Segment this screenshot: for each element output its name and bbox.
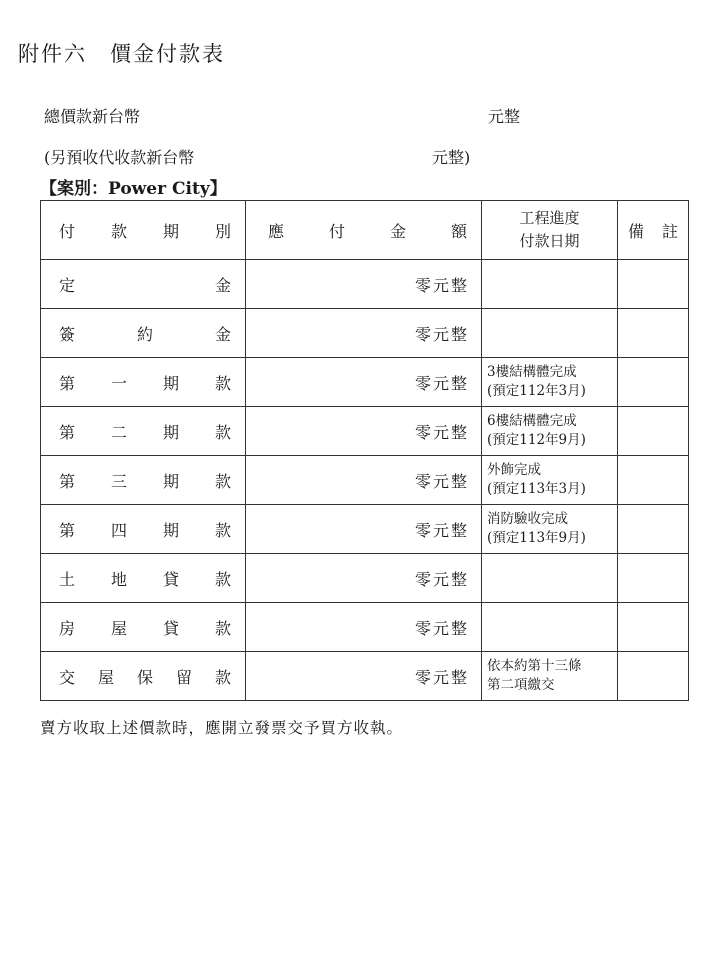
table-row [41, 407, 689, 456]
header-progress-line1: 工程進度 [519, 209, 580, 227]
progress-value: 依本約第十三條 第二項繳交 [487, 658, 582, 693]
header-progress [482, 201, 618, 260]
table-row [41, 260, 689, 309]
progress-value: 6樓結構體完成 (預定112年9月) [487, 413, 586, 448]
justified-label: 房 屋 貸 款 [59, 618, 231, 638]
total-price-suffix: 元整 [488, 107, 521, 126]
justified-label: 第 三 期 款 [59, 471, 231, 491]
amount-value: 零元整 [414, 324, 469, 344]
justified-label: 第 二 期 款 [59, 422, 231, 442]
amount-value: 零元整 [414, 520, 469, 540]
period-cell [41, 358, 246, 407]
amount-value: 零元整 [414, 422, 469, 442]
justified-label: 應 付 金 額 [268, 221, 467, 241]
amount-value: 零元整 [414, 569, 469, 589]
period-cell [41, 456, 246, 505]
progress-cell [482, 652, 618, 701]
collection-label: (另預收代收款新台幣 [44, 148, 195, 167]
remarks-cell [618, 309, 689, 358]
table-row [41, 603, 689, 652]
progress-value: 外飾完成 (預定113年3月) [487, 462, 586, 497]
progress-value: 消防驗收完成 (預定113年9月) [487, 511, 586, 546]
progress-cell [482, 554, 618, 603]
remarks-cell [618, 407, 689, 456]
justified-label: 土 地 貸 款 [59, 569, 231, 589]
amount-cell [246, 554, 482, 603]
table-row [41, 456, 689, 505]
progress-cell [482, 456, 618, 505]
amount-cell [246, 505, 482, 554]
table-row [41, 554, 689, 603]
amount-cell [246, 652, 482, 701]
header-period [41, 201, 246, 260]
remarks-cell [618, 456, 689, 505]
remarks-cell [618, 260, 689, 309]
progress-cell [482, 309, 618, 358]
remarks-cell [618, 554, 689, 603]
header-amount [246, 201, 482, 260]
table-row [41, 358, 689, 407]
remarks-cell [618, 652, 689, 701]
justified-label: 第 一 期 款 [59, 373, 231, 393]
amount-cell [246, 407, 482, 456]
amount-cell [246, 309, 482, 358]
header-progress-line2: 付款日期 [519, 232, 580, 250]
collection-suffix: 元整) [432, 148, 471, 167]
justified-label: 備 註 [628, 221, 678, 241]
progress-value: 3樓結構體完成 (預定112年3月) [487, 364, 586, 399]
case-label: 【案別：Power City】 [40, 179, 227, 199]
period-cell [41, 652, 246, 701]
document-title: 附件六 價金付款表 [18, 42, 225, 66]
footer-note: 賣方收取上述價款時，應開立發票交予買方收執。 [40, 719, 404, 737]
period-cell [41, 309, 246, 358]
table-row [41, 652, 689, 701]
progress-cell [482, 260, 618, 309]
amount-cell [246, 260, 482, 309]
amount-value: 零元整 [414, 275, 469, 295]
justified-label: 定 金 [59, 275, 231, 295]
table-header-row [41, 201, 689, 260]
progress-cell [482, 358, 618, 407]
amount-value: 零元整 [414, 667, 469, 687]
payment-table [40, 200, 689, 701]
amount-value: 零元整 [414, 471, 469, 491]
amount-cell [246, 358, 482, 407]
period-cell [41, 603, 246, 652]
justified-label: 簽 約 金 [59, 324, 231, 344]
progress-cell [482, 407, 618, 456]
period-cell [41, 260, 246, 309]
amount-cell [246, 603, 482, 652]
table-row [41, 309, 689, 358]
period-cell [41, 505, 246, 554]
progress-cell [482, 603, 618, 652]
header-remarks [618, 201, 689, 260]
justified-label: 交 屋 保 留 款 [59, 667, 231, 687]
amount-value: 零元整 [414, 618, 469, 638]
table-row [41, 505, 689, 554]
total-price-label: 總價款新台幣 [44, 107, 141, 126]
justified-label: 第 四 期 款 [59, 520, 231, 540]
progress-cell [482, 505, 618, 554]
justified-label: 付 款 期 別 [59, 221, 231, 241]
period-cell [41, 407, 246, 456]
amount-cell [246, 456, 482, 505]
remarks-cell [618, 603, 689, 652]
period-cell [41, 554, 246, 603]
remarks-cell [618, 505, 689, 554]
remarks-cell [618, 358, 689, 407]
amount-value: 零元整 [414, 373, 469, 393]
